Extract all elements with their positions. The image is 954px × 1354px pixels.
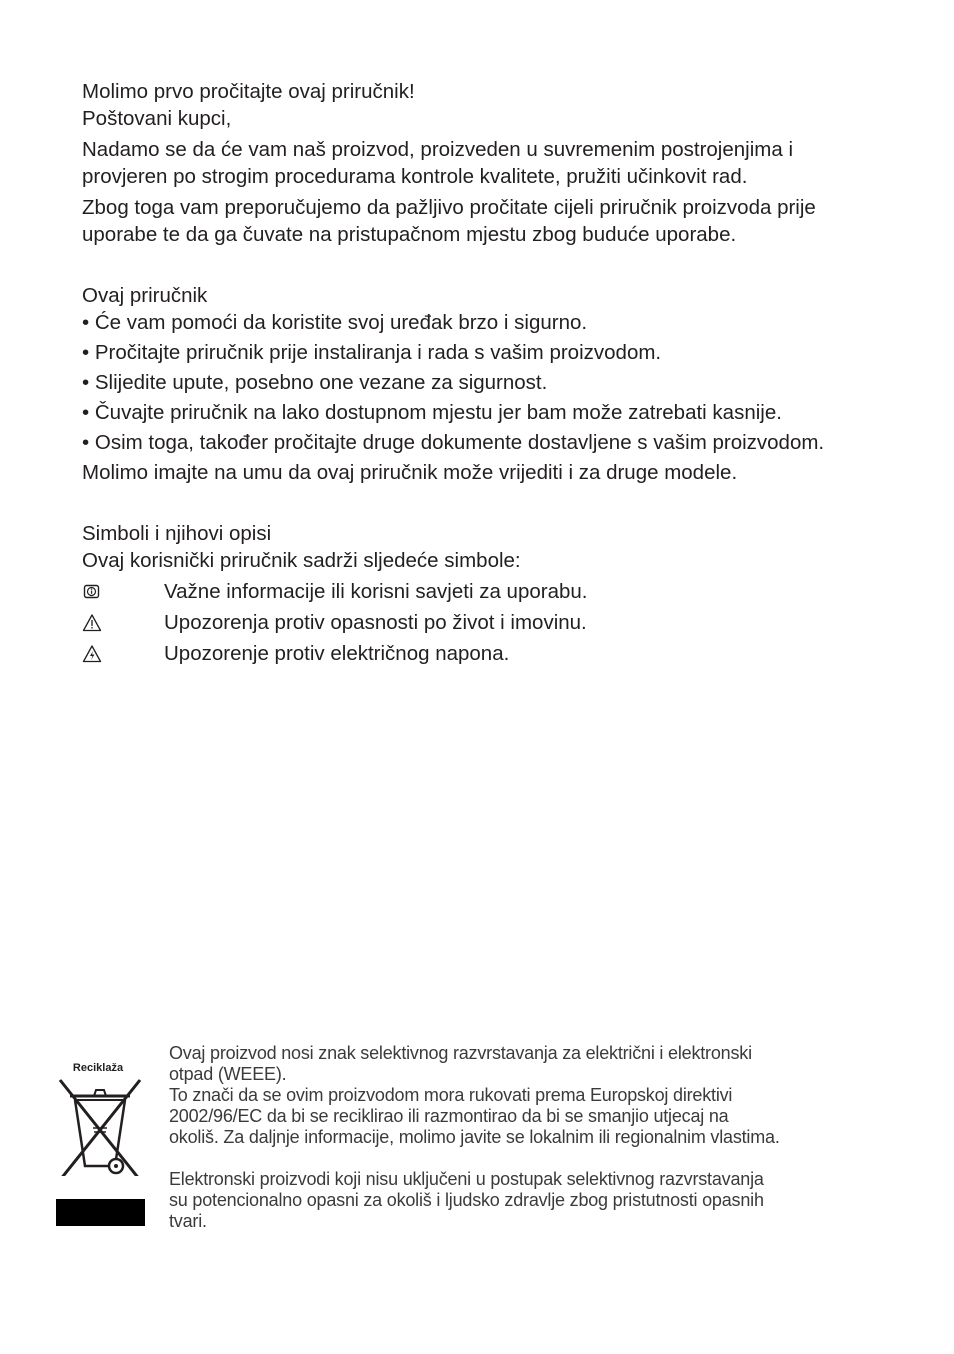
weee-line-3: To znači da se ovim proizvodom mora rukovati prema Europskoj direktivi	[169, 1085, 733, 1105]
black-bar	[56, 1199, 145, 1226]
main-text	[82, 78, 882, 667]
symbol-row-warning	[82, 609, 882, 636]
symbol-row-electric	[82, 640, 882, 667]
info-icon	[82, 582, 102, 602]
weee-line-2: otpad (WEEE).	[169, 1064, 287, 1084]
electric-warning-icon	[82, 644, 102, 664]
symbol-electric-label: Upozorenje protiv električnog napona.	[164, 642, 510, 665]
manual-bullet-3: • Slijedite upute, posebno one vezane za sigurnost.	[82, 371, 548, 394]
intro-line-1: Molimo prvo pročitajte ovaj priručnik!	[82, 80, 415, 103]
weee-line-1: Ovaj proizvod nosi znak selektivnog razvrstavanja za električni i elektronski	[169, 1043, 752, 1063]
symbols-heading: Simboli i njihovi opisi	[82, 522, 272, 545]
symbol-warning-label: Upozorenja protiv opasnosti po život i imovinu.	[164, 611, 587, 634]
crossed-bin-icon	[56, 1076, 144, 1176]
intro-paragraph-1: Nadamo se da će vam naš proizvod, proizveden u suvremenim postrojenjima i provjeren po strogim procedurama kontrole kvalitete, pružiti učinkovit rad.	[82, 138, 794, 188]
manual-heading: Ovaj priručnik	[82, 284, 208, 307]
manual-bullet-1: • Će vam pomoći da koristite svoj uređak brzo i sigurno.	[82, 311, 588, 334]
recycling-title: Reciklaža	[72, 1062, 124, 1074]
manual-bullet-4: • Čuvajte priručnik na lako dostupnom mjestu jer bam može zatrebati kasnije.	[82, 401, 782, 424]
warning-icon	[82, 613, 102, 633]
manual-note: Molimo imajte na umu da ovaj priručnik može vrijediti i za druge modele.	[82, 461, 738, 484]
manual-bullet-5: • Osim toga, također pročitajte druge dokumente dostavljene s vašim proizvodom.	[82, 431, 825, 454]
weee-line-7: su potencionalno opasni za okoliš i ljudsko zdravlje zbog pristutnosti opasnih	[169, 1190, 764, 1210]
weee-text	[169, 1043, 869, 1232]
weee-line-5: okoliš. Za daljnje informacije, molimo javite se lokalnim ili regionalnim vlastima.	[169, 1127, 780, 1147]
recycling-logo-block	[54, 1060, 146, 1230]
intro-paragraph-2: Zbog toga vam preporučujemo da pažljivo pročitate cijeli priručnik proizvoda prije uporabe te da ga čuvate na pristupačnom mjestu zbog buduće uporabe.	[82, 196, 816, 246]
weee-line-4: 2002/96/EC da bi se reciklirao ili razmontirao da bi se smanjio utjecaj na	[169, 1106, 729, 1126]
weee-line-6: Elektronski proizvodi koji nisu uključeni u postupak selektivnog razvrstavanja	[169, 1169, 764, 1189]
symbol-info-label: Važne informacije ili korisni savjeti za uporabu.	[164, 580, 588, 603]
symbol-row-info	[82, 578, 882, 605]
intro-greeting: Poštovani kupci,	[82, 107, 232, 130]
weee-line-8: tvari.	[169, 1211, 207, 1231]
manual-bullet-2: • Pročitajte priručnik prije instaliranja i rada s vašim proizvodom.	[82, 341, 662, 364]
symbols-intro: Ovaj korisnički priručnik sadrži sljedeće simbole:	[82, 549, 521, 572]
